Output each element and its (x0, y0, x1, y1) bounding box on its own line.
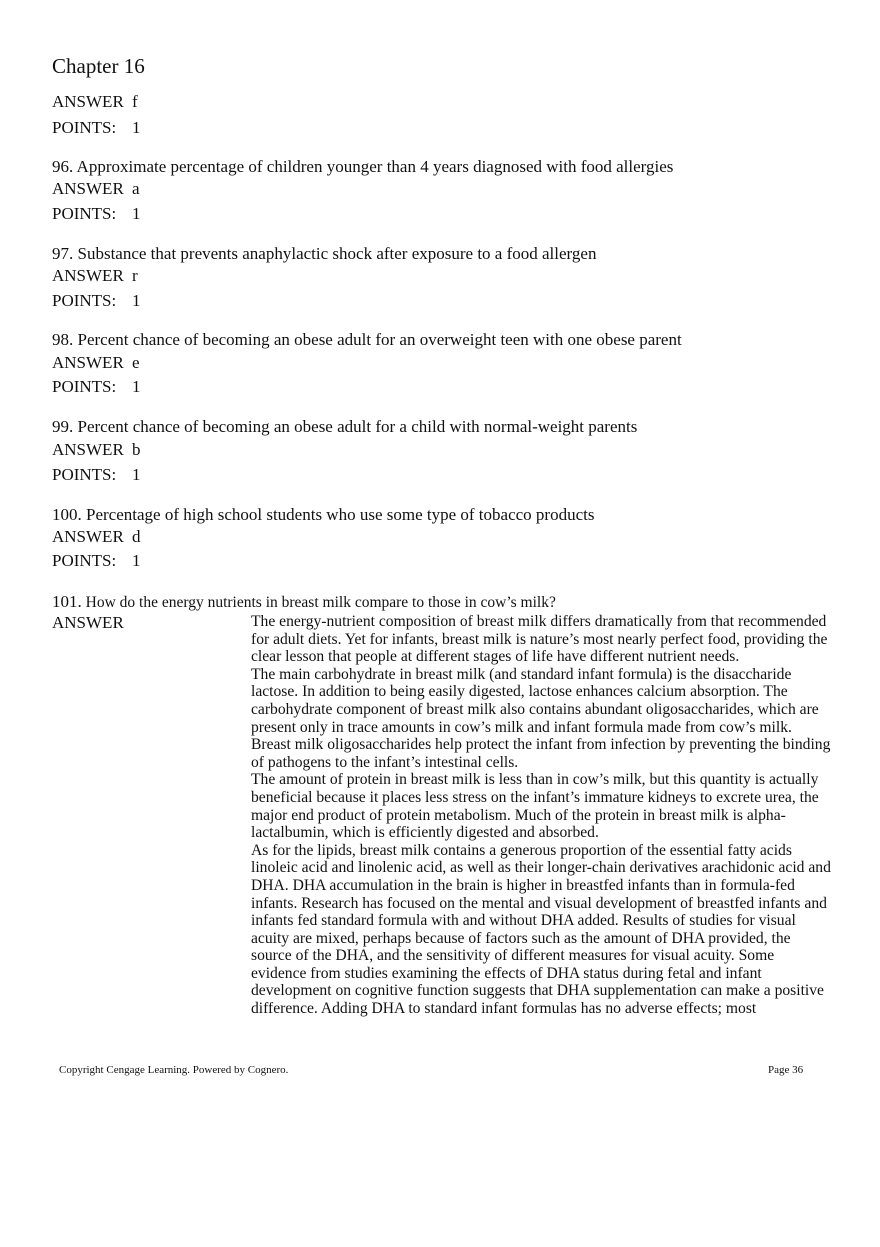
answer-line (52, 178, 140, 200)
essay-paragraph: As for the lipids, breast milk contains a generous proportion of the essential fatty acids linoleic acid and linolenic acid, as well as their longer-chain derivatives arachidonic acid and DHA. DHA accumulation in the brain is higher in breastfed infants than in formula-fed infants. Research has focused on the mental and visual development of breastfed infants and infants fed standard formula with and without DHA added. Results of studies for visual acuity are mixed, perhaps because of factors such as the amount of DHA provided, the source of the DHA, and the sensitivity of different measures for visual acuity. Some evidence from studies examining the effects of DHA status during fetal and infant development on cognitive function suggests that DHA supplementation can make a positive difference. Adding DHA to standard infant formulas has no adverse effects; most (251, 841, 831, 1018)
points-line (52, 550, 141, 572)
points-line (52, 117, 141, 139)
points-value: 1 (132, 465, 141, 484)
points-line (52, 376, 141, 398)
answer-line (52, 352, 140, 374)
points-value: 1 (132, 291, 141, 310)
answer-line (52, 526, 141, 548)
answer-value: d (132, 527, 141, 546)
answer-label: ANSWER (52, 266, 124, 285)
question-text: 100. Percentage of high school students who use some type of tobacco products (52, 505, 595, 524)
points-line (52, 290, 141, 312)
answer-label: ANSWER (52, 353, 124, 372)
essay-question (52, 592, 556, 613)
question-text: 97. Substance that prevents anaphylactic shock after exposure to a food allergen (52, 244, 597, 263)
answer-value: e (132, 353, 140, 372)
points-line (52, 203, 141, 225)
answer-value: f (132, 92, 138, 111)
essay-answer-body (251, 613, 833, 1018)
points-value: 1 (132, 377, 141, 396)
essay-answer-label: ANSWER (52, 613, 124, 632)
essay-paragraph: The amount of protein in breast milk is less than in cow’s milk, but this quantity is actually beneficial because it places less stress on the infant’s immature kidneys to excrete urea, the major end product of protein metabolism. Much of the protein in breast milk is alpha-lactalbumin, which is efficiently digested and absorbed. (251, 771, 819, 842)
essay-question-text: How do the energy nutrients in breast milk compare to those in cow’s milk? (85, 594, 556, 611)
chapter-title: Chapter 16 (52, 54, 145, 78)
points-label: POINTS: (52, 291, 117, 310)
answer-value: b (132, 440, 141, 459)
points-label: POINTS: (52, 551, 117, 570)
points-line (52, 464, 141, 486)
answer-label: ANSWER (52, 527, 124, 546)
answer-line (52, 439, 141, 461)
question-text: 98. Percent chance of becoming an obese adult for an overweight teen with one obese parent (52, 330, 682, 349)
question-text: 96. Approximate percentage of children younger than 4 years diagnosed with food allergies (52, 157, 674, 176)
answer-line (52, 91, 138, 113)
essay-paragraph: The energy-nutrient composition of breast milk differs dramatically from that recommended for adult diets. Yet for infants, breast milk is nature’s most nearly perfect food, providing the clear lesson that people at different stages of life have different nutrient needs. (251, 613, 828, 666)
points-value: 1 (132, 118, 141, 137)
answer-label: ANSWER (52, 92, 124, 111)
answer-label: ANSWER (52, 440, 124, 459)
points-label: POINTS: (52, 465, 117, 484)
essay-paragraph: The main carbohydrate in breast milk (and standard infant formula) is the disaccharide lactose. In addition to being easily digested, lactose enhances calcium absorption. The carbohydrate component of breast milk also contains abundant oligosaccharides, which are present only in trace amounts in cow’s milk and infant formula made from cow’s milk. Breast milk oligosaccharides help protect the infant from infection by preventing the binding of pathogens to the infant’s intestinal cells. (251, 665, 831, 771)
points-label: POINTS: (52, 118, 117, 137)
footer-page-number: Page 36 (768, 1064, 804, 1076)
essay-question-number: 101. (52, 592, 82, 611)
footer-copyright: Copyright Cengage Learning. Powered by Cognero. (59, 1064, 289, 1076)
points-label: POINTS: (52, 377, 117, 396)
answer-value: r (132, 266, 138, 285)
answer-label: ANSWER (52, 179, 124, 198)
points-value: 1 (132, 204, 141, 223)
answer-line (52, 265, 138, 287)
question-text: 99. Percent chance of becoming an obese adult for a child with normal-weight parents (52, 417, 638, 436)
points-value: 1 (132, 551, 141, 570)
points-label: POINTS: (52, 204, 117, 223)
answer-value: a (132, 179, 140, 198)
